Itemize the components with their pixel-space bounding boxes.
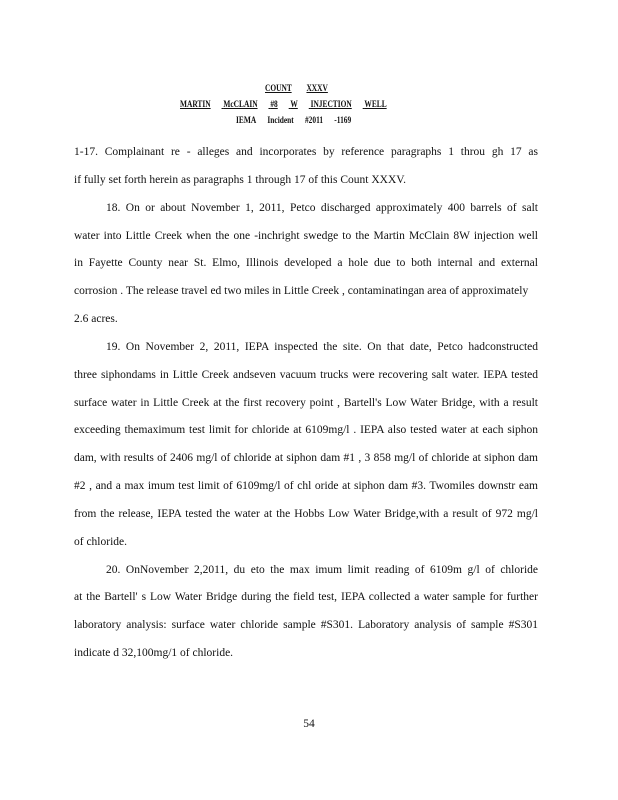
paragraph-18-line: water into Little Creek when the one -inchright swedge to the Martin McClain 8W injection well xyxy=(74,230,538,242)
paragraph-19-line: 19. On November 2, 2011, IEPA inspected the site. On that date, Petco hadconstructed xyxy=(106,341,538,353)
well-caption xyxy=(180,100,398,110)
incident-part: -1169 xyxy=(334,116,352,126)
paragraph-18-line: corrosion . The release travel ed two miles in Little Creek , contaminatingan area of approximately xyxy=(74,285,529,297)
paragraph-18-line: in Fayette County near St. Elmo, Illinois developed a hole due to both internal and external xyxy=(74,257,538,269)
caption-part: MARTIN xyxy=(180,100,211,110)
paragraph-20-line: indicate d 32,100mg/1 of chloride. xyxy=(74,647,234,659)
caption-part: #8 xyxy=(270,100,278,110)
paragraph-19-line: three siphondams in Little Creek andseven vacuum trucks were recovering salt water. IEPA tested xyxy=(74,369,538,381)
incident-part: Incident xyxy=(267,116,294,126)
page-number: 54 xyxy=(303,718,315,730)
paragraph-19-line: surface water in Little Creek at the first recovery point , Bartell's Low Water Bridge, with a result xyxy=(74,397,538,409)
caption-part: W xyxy=(290,100,298,110)
paragraph-19-line: #2 , and a max imum test limit of 6109mg/l of chl oride at siphon dam #3. Twomiles downstr eam xyxy=(74,480,538,492)
incident-part: IEMA xyxy=(236,116,257,126)
paragraph-19-line: from the release, IEPA tested the water at the Hobbs Low Water Bridge,with a result of 972 mg/l xyxy=(74,508,538,520)
count-title-b: XXXV xyxy=(306,84,328,94)
caption-part: McCLAIN xyxy=(223,100,258,110)
paragraph-1-line: 1-17. Complainant re - alleges and incorporates by reference paragraphs 1 throu gh 17 as xyxy=(74,146,538,158)
count-title xyxy=(265,84,328,94)
paragraph-20-line: laboratory analysis: surface water chloride sample #S301. Laboratory analysis of sample #S301 xyxy=(74,619,538,631)
caption-part: INJECTION xyxy=(310,100,352,110)
incident-caption xyxy=(236,116,361,126)
paragraph-18-line: 18. On or about November 1, 2011, Petco discharged approximately 400 barrels of salt xyxy=(106,202,538,214)
paragraph-19-line: of chloride. xyxy=(74,536,128,548)
paragraph-20-line: at the Bartell' s Low Water Bridge during the field test, IEPA collected a water sample for further xyxy=(74,591,538,603)
paragraph-1-line: if fully set forth herein as paragraphs 1 through 17 of this Count XXXV. xyxy=(74,174,406,186)
paragraph-19-line: dam, with results of 2406 mg/l of chloride at siphon dam #1 , 3 858 mg/l of chloride at siphon dam xyxy=(74,452,538,464)
paragraph-20-line: 20. OnNovember 2,2011, du eto the max imum limit reading of 6109m g/l of chloride xyxy=(106,564,538,576)
caption-part: WELL xyxy=(364,100,387,110)
paragraph-18-line: 2.6 acres. xyxy=(74,313,118,325)
count-title-a: COUNT xyxy=(265,84,292,94)
incident-part: #2011 xyxy=(304,116,324,126)
paragraph-19-line: exceeding themaximum test limit for chloride at 6109mg/l . IEPA also tested water at each siphon xyxy=(74,424,538,436)
